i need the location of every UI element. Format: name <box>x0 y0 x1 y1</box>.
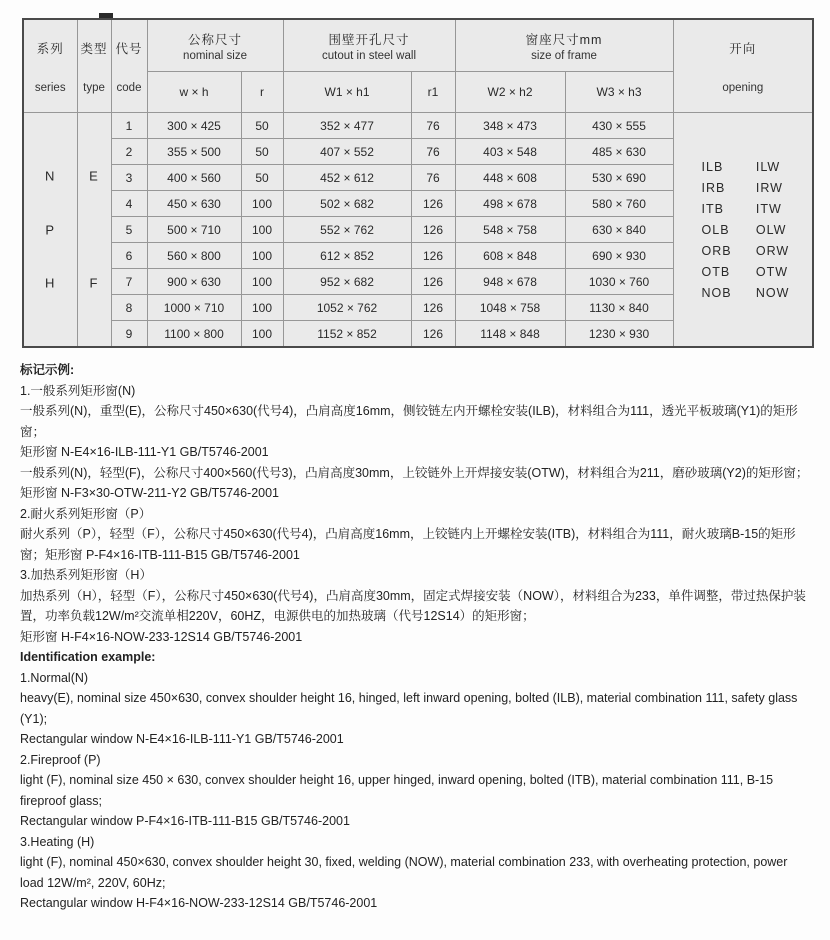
cell-r1: 126 <box>411 295 455 321</box>
note-line: 2.耐火系列矩形窗（P） <box>20 506 152 521</box>
note-line: 1.一般系列矩形窗(N) <box>20 383 136 398</box>
header-nominal-size <box>147 19 283 72</box>
opening-code-welded: ORW <box>755 243 790 258</box>
cell-w1xh1: 352 × 477 <box>283 113 411 139</box>
notes-title-zh: 标记示例: <box>20 363 75 377</box>
cell-w3xh3: 430 × 555 <box>565 113 673 139</box>
cell-w2xh2: 948 × 678 <box>455 269 565 295</box>
opening-code-bolted: ORB <box>701 243 732 258</box>
header-opening-en: opening <box>722 81 764 94</box>
header-cutout-en: cutout in steel wall <box>322 49 416 62</box>
cell-w2xh2: 1148 × 848 <box>455 321 565 348</box>
cell-r1: 76 <box>411 165 455 191</box>
cell-w1xh1: 952 × 682 <box>283 269 411 295</box>
note-line: 一般系列(N)，轻型(F)，公称尺寸400×560(代号3)，凸肩高度30mm，上铰链外上开焊接安装(OTW)，材料组合为211，磨砂玻璃(Y2)的矩形窗； <box>20 465 809 480</box>
cell-code: 3 <box>111 165 147 191</box>
cell-wxh: 560 × 800 <box>147 243 241 269</box>
cell-w3xh3: 630 × 840 <box>565 217 673 243</box>
cell-w3xh3: 690 × 930 <box>565 243 673 269</box>
cell-w3xh3: 1130 × 840 <box>565 295 673 321</box>
cell-r: 100 <box>241 191 283 217</box>
series-column <box>23 113 77 348</box>
cell-w3xh3: 485 × 630 <box>565 139 673 165</box>
type-column <box>77 113 111 348</box>
cell-wxh: 500 × 710 <box>147 217 241 243</box>
header-nominal-zh: 公称尺寸 <box>188 32 243 47</box>
cell-code: 7 <box>111 269 147 295</box>
cell-code: 1 <box>111 113 147 139</box>
cell-r1: 126 <box>411 269 455 295</box>
note-line: 2.Fireproof (P) <box>20 752 101 767</box>
cell-w3xh3: 1030 × 760 <box>565 269 673 295</box>
cell-wxh: 400 × 560 <box>147 165 241 191</box>
opening-code-welded: OTW <box>755 264 789 279</box>
notes-title-en: Identification example: <box>20 650 156 664</box>
opening-pair <box>702 223 813 237</box>
cell-r: 100 <box>241 243 283 269</box>
table-row <box>23 113 813 139</box>
cell-w1xh1: 502 × 682 <box>283 191 411 217</box>
opening-code-bolted: NOB <box>701 285 732 300</box>
opening-column <box>673 113 813 348</box>
note-line: 1.Normal(N) <box>20 670 89 685</box>
note-line: 耐火系列（P），轻型（F），公称尺寸450×630(代号4)，凸肩高度16mm，上铰链内上开螺栓安装(ITB)，材料组合为111，耐火玻璃B-15的矩形窗；矩形窗 P-F4×16-ITB-111-B15 GB/T5746-2001 <box>20 527 796 562</box>
header-series <box>23 19 77 113</box>
subheader-wxh: w × h <box>147 72 241 113</box>
note-line: light (F), nominal size 450 × 630, convex shoulder height 16, upper hinged, inward opening, bolted (ITB), material combination 111, B-15 fireproof glass; <box>20 773 774 808</box>
header-frame-zh: 窗座尺寸mm <box>525 32 603 47</box>
cell-wxh: 355 × 500 <box>147 139 241 165</box>
opening-code-bolted: OLB <box>701 222 730 237</box>
header-opening <box>673 19 813 113</box>
subheader-w3xh3: W3 × h3 <box>565 72 673 113</box>
note-line: 矩形窗 N-E4×16-ILB-111-Y1 GB/T5746-2001 <box>20 445 269 459</box>
opening-pair <box>702 160 813 174</box>
cell-r1: 76 <box>411 139 455 165</box>
note-line: 矩形窗 N-F3×30-OTW-211-Y2 GB/T5746-2001 <box>20 486 280 500</box>
cell-w2xh2: 498 × 678 <box>455 191 565 217</box>
note-line: 矩形窗 H-F4×16-NOW-233-12S14 GB/T5746-2001 <box>20 629 303 644</box>
cell-w1xh1: 1152 × 852 <box>283 321 411 348</box>
note-line: 3.Heating (H) <box>20 834 95 849</box>
cell-r1: 126 <box>411 321 455 348</box>
cell-code: 4 <box>111 191 147 217</box>
cell-w1xh1: 452 × 612 <box>283 165 411 191</box>
note-line: 3.加热系列矩形窗（H） <box>20 568 152 582</box>
note-line: 加热系列（H），轻型（F），公称尺寸450×630(代号4)，凸肩高度30mm，固定式焊接安装（NOW），材料组合为233，单件调整，带过热保护装置，功率负载12W/m²交流单相220V，60HZ，电源供电的加热玻璃（代号12S14）的矩形窗； <box>20 588 806 623</box>
type-F: F <box>89 275 99 291</box>
note-line: Rectangular window N-E4×16-ILB-111-Y1 GB/T5746-2001 <box>20 732 344 746</box>
subheader-w1xh1: W1 × h1 <box>283 72 411 113</box>
opening-code-welded: ITW <box>755 201 782 216</box>
header-type-zh: 类型 <box>80 41 108 56</box>
cell-wxh: 1100 × 800 <box>147 321 241 348</box>
opening-code-welded: NOW <box>755 285 790 300</box>
cell-r: 100 <box>241 321 283 348</box>
series-H: H <box>45 275 56 291</box>
window-spec-table-wrap <box>22 18 812 348</box>
cell-w1xh1: 407 × 552 <box>283 139 411 165</box>
header-cutout-zh: 围壁开孔尺寸 <box>328 32 410 47</box>
header-code <box>111 19 147 113</box>
cell-w2xh2: 448 × 608 <box>455 165 565 191</box>
identification-notes <box>20 360 814 914</box>
opening-pair <box>702 181 813 195</box>
note-line: Rectangular window H-F4×16-NOW-233-12S14 GB/T5746-2001 <box>20 896 378 910</box>
header-type-en: type <box>83 81 105 94</box>
note-line: 一般系列(N)，重型(E)，公称尺寸450×630(代号4)，凸肩高度16mm，侧铰链左内开螺栓安装(ILB)，材料组合为111，透光平板玻璃(Y1)的矩形窗； <box>20 404 798 439</box>
cell-w3xh3: 530 × 690 <box>565 165 673 191</box>
cell-r: 50 <box>241 113 283 139</box>
cell-w3xh3: 580 × 760 <box>565 191 673 217</box>
opening-code-bolted: OTB <box>701 264 731 279</box>
cell-code: 6 <box>111 243 147 269</box>
opening-pair <box>702 286 813 300</box>
header-type <box>77 19 111 113</box>
cell-w2xh2: 1048 × 758 <box>455 295 565 321</box>
cell-w1xh1: 1052 × 762 <box>283 295 411 321</box>
cell-w2xh2: 608 × 848 <box>455 243 565 269</box>
opening-pair <box>702 202 813 216</box>
cell-r: 100 <box>241 217 283 243</box>
header-code-zh: 代号 <box>115 41 143 56</box>
cell-r1: 76 <box>411 113 455 139</box>
note-line: Rectangular window P-F4×16-ITB-111-B15 GB/T5746-2001 <box>20 814 350 828</box>
header-series-en: series <box>34 81 66 94</box>
header-nominal-en: nominal size <box>183 49 247 62</box>
series-P: P <box>45 222 56 237</box>
header-frame-en: size of frame <box>531 49 597 62</box>
cell-r: 100 <box>241 295 283 321</box>
cell-r1: 126 <box>411 217 455 243</box>
cell-w1xh1: 612 × 852 <box>283 243 411 269</box>
cell-w2xh2: 348 × 473 <box>455 113 565 139</box>
subheader-r1: r1 <box>411 72 455 113</box>
opening-code-bolted: ITB <box>701 201 724 216</box>
series-N: N <box>45 168 56 184</box>
cell-w2xh2: 548 × 758 <box>455 217 565 243</box>
cell-wxh: 300 × 425 <box>147 113 241 139</box>
note-line: heavy(E), nominal size 450×630, convex shoulder height 16, hinged, left inward opening, bolted (ILB), material combination 111, safety glass (Y1); <box>20 691 798 726</box>
opening-pair <box>702 265 813 279</box>
note-line: light (F), nominal 450×630, convex shoulder height 30, fixed, welding (NOW), material combination 233, with overheating protection, power load 12W/m², 220V, 60Hz; <box>20 855 788 890</box>
cell-w1xh1: 552 × 762 <box>283 217 411 243</box>
cell-code: 5 <box>111 217 147 243</box>
subheader-w2xh2: W2 × h2 <box>455 72 565 113</box>
cell-r1: 126 <box>411 243 455 269</box>
cell-code: 9 <box>111 321 147 348</box>
header-opening-zh: 开向 <box>729 41 757 56</box>
opening-code-welded: OLW <box>755 222 787 237</box>
cell-w3xh3: 1230 × 930 <box>565 321 673 348</box>
header-series-zh: 系列 <box>36 41 64 56</box>
header-cutout <box>283 19 455 72</box>
cell-code: 8 <box>111 295 147 321</box>
cell-w2xh2: 403 × 548 <box>455 139 565 165</box>
cell-r: 50 <box>241 139 283 165</box>
opening-code-bolted: ILB <box>701 159 724 174</box>
header-frame-size <box>455 19 673 72</box>
cell-wxh: 900 × 630 <box>147 269 241 295</box>
header-code-en: code <box>116 81 142 94</box>
opening-code-welded: ILW <box>755 159 781 174</box>
window-spec-table <box>22 18 814 348</box>
cell-r: 100 <box>241 269 283 295</box>
opening-code-bolted: IRB <box>701 180 726 195</box>
subheader-r: r <box>241 72 283 113</box>
type-E: E <box>89 168 99 184</box>
opening-code-welded: IRW <box>755 180 783 195</box>
opening-pair <box>702 244 813 258</box>
cell-wxh: 450 × 630 <box>147 191 241 217</box>
cell-r1: 126 <box>411 191 455 217</box>
cell-code: 2 <box>111 139 147 165</box>
cell-wxh: 1000 × 710 <box>147 295 241 321</box>
cell-r: 50 <box>241 165 283 191</box>
